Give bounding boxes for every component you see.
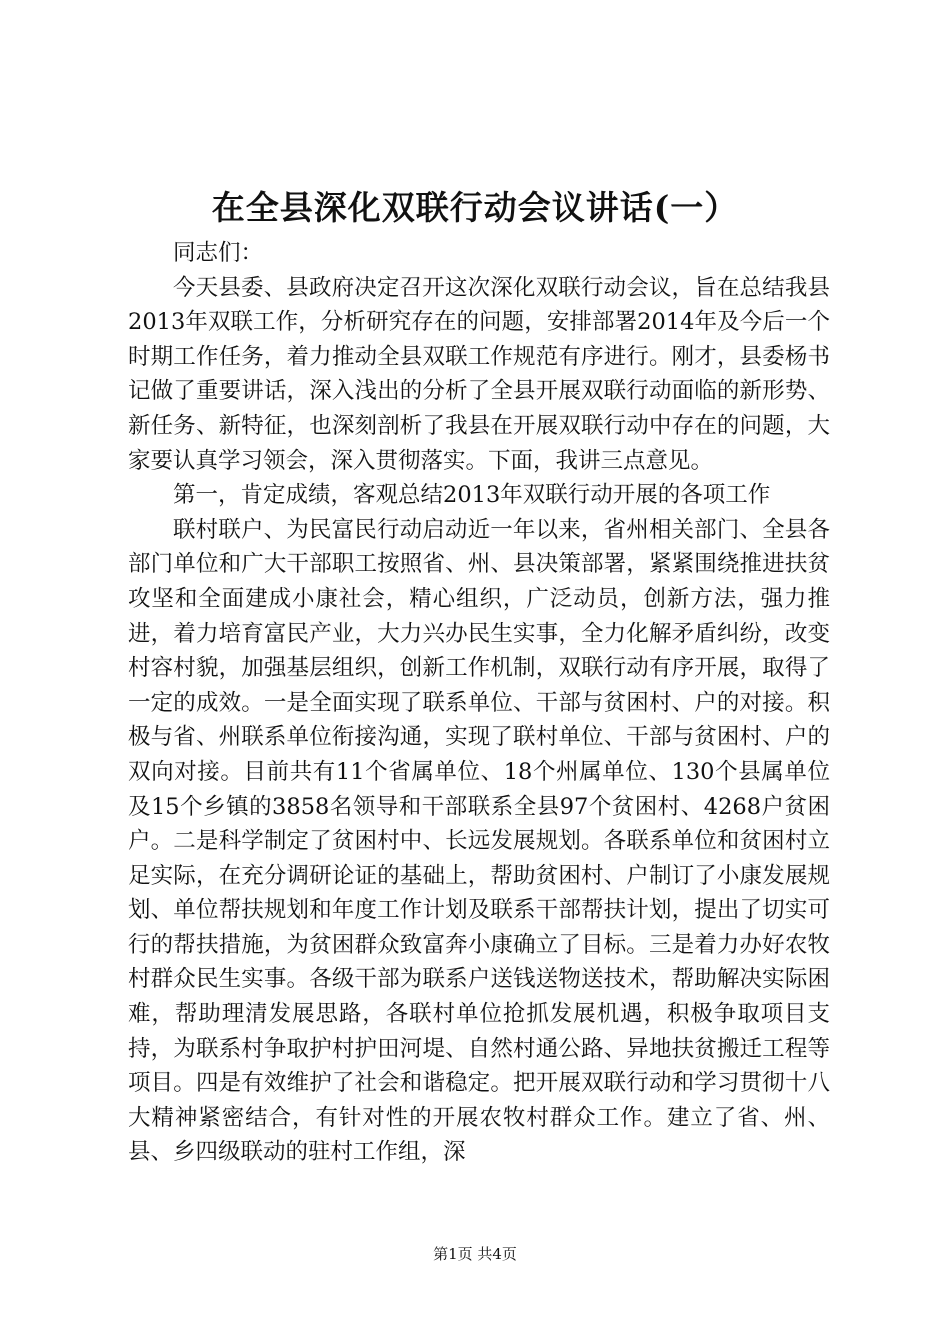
salutation: 同志们： — [173, 240, 264, 266]
paragraph-intro: 今天县委、县政府决定召开这次深化双联行动会议，旨在总结我县2013年双联工作，分析研究存在的问题，安排部署2014年及今后一个时期工作任务，着力推动全县双联工作规范有序进行。刚才，县委杨书记做了重要讲话，深入浅出的分析了全县开展双联行动面临的新形势、新任务、新特征，也深刻剖析了我县在开展双联行动中存在的问题，大家要认真学习领会，深入贯彻落实。下面，我讲三点意见。 — [128, 274, 830, 474]
document-title: 在全县深化双联行动会议讲话(一） — [211, 188, 739, 227]
page-footer: 第1页 共4页 — [433, 1245, 517, 1263]
paragraph-achievements: 联村联户、为民富民行动启动近一年以来，省州相关部门、全县各部门单位和广大干部职工按照省、州、县决策部署，紧紧围绕推进扶贫攻坚和全面建成小康社会，精心组织，广泛动员，创新方法，强力推进，着力培育富民产业，大力兴办民生实事，全力化解矛盾纠纷，改变村容村貌，加强基层组织，创新工作机制，双联行动有序开展，取得了一定的成效。一是全面实现了联系单位、干部与贫困村、户的对接。积极与省、州联系单位衔接沟通，实现了联村单位、干部与贫困村、户的双向对接。目前共有11个省属单位、18个州属单位、130个县属单位及15个乡镇的3858名领导和干部联系全县97个贫困村、4268户贫困户。二是科学制定了贫困村中、长远发展规划。各联系单位和贫困村立足实际，在充分调研论证的基础上，帮助贫困村、户制订了小康发展规划、单位帮扶规划和年度工作计划及联系干部帮扶计划，提出了切实可行的帮扶措施，为贫困群众致富奔小康确立了目标。三是着力办好农牧村群众民生实事。各级干部为联系户送钱送物送技术，帮助解决实际困难，帮助理清发展思路，各联村单位抢抓发展机遇，积极争取项目支持，为联系村争取护村护田河堤、自然村通公路、异地扶贫搬迁工程等项目。四是有效维护了社会和谐稳定。把开展双联行动和学习贯彻十八大精神紧密结合，有针对性的开展农牧村群众工作。建立了省、州、县、乡四级联动的驻村工作组，深 — [128, 516, 830, 1166]
section-heading-1: 第一，肯定成绩，客观总结2013年双联行动开展的各项工作 — [173, 482, 771, 509]
document-body — [128, 236, 830, 1170]
